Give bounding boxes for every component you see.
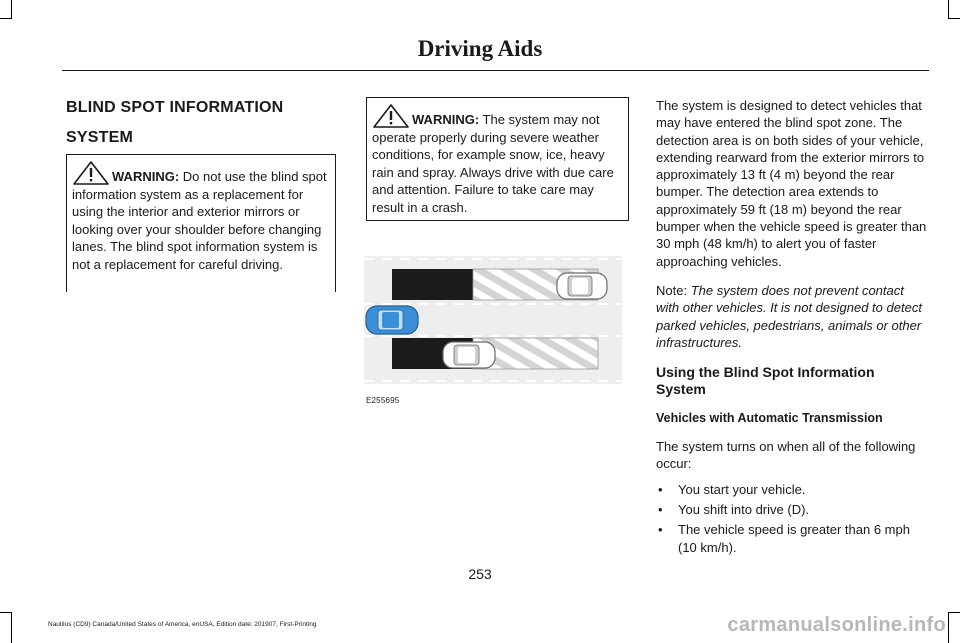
vehicle-lower-icon bbox=[443, 342, 495, 368]
crop-mark-tl-v bbox=[11, 0, 12, 18]
subheading: Using the Blind Spot Information System bbox=[656, 364, 875, 398]
section-heading-line2: SYSTEM bbox=[66, 129, 133, 146]
crop-mark-tr-v bbox=[948, 0, 949, 18]
note-text: The system does not prevent contact with other vehicles. It is not designed to detect parked vehicles, pedestrians, animals or other infrastructures. bbox=[656, 282, 922, 350]
crop-mark-br-h bbox=[948, 612, 960, 613]
warning-box-1 bbox=[66, 154, 336, 292]
page-number: 253 bbox=[468, 566, 492, 582]
near-zone-left bbox=[392, 269, 473, 300]
warning-text: The system may not operate properly during severe weather conditions, for example snow, ice, heavy rain and spray. Always drive with due care and attention. Failure to take care may result in a crash. bbox=[372, 112, 614, 215]
edition-footer: Nautilus (CD9) Canada/United States of America, enUSA, Edition date: 201907, First-Printing bbox=[48, 621, 317, 628]
intro-paragraph: The system is designed to detect vehicles that may have entered the blind spot zone. The detection area is on both sides of your vehicle, extending rearward from the exterior mirrors to approximately 13 ft (4 m) beyond the rear bumper. The detection area extends to approximately 59 ft (18 m) beyond the rear bumper when the vehicle speed is greater than 30 mph (48 km/h) to alert you of faster approaching vehicles. bbox=[656, 98, 927, 269]
warning-label: WARNING: bbox=[412, 112, 480, 127]
subheading-transmission: Vehicles with Automatic Transmission bbox=[656, 411, 883, 426]
note-paragraph bbox=[656, 282, 928, 351]
column-3 bbox=[656, 97, 928, 559]
crop-mark-tr-h bbox=[948, 18, 960, 19]
list-item: • You start your vehicle. bbox=[658, 481, 806, 497]
note-label: Note: bbox=[656, 282, 688, 298]
list-item: • You shift into drive (D). bbox=[658, 502, 810, 518]
list-item: • The vehicle speed is greater than 6 mph (10 km/h). bbox=[658, 522, 910, 555]
crop-mark-br-v bbox=[948, 612, 949, 643]
warning-box-2 bbox=[366, 97, 629, 221]
ego-vehicle-icon bbox=[366, 306, 418, 334]
illustration-code: E255695 bbox=[366, 396, 400, 405]
watermark: carmanualsonline.info bbox=[727, 614, 946, 636]
warning-triangle-icon bbox=[372, 104, 410, 128]
warning-text: Do not use the blind spot information system as a replacement for using the interior and exterior mirrors or looking over your shoulder before changing lanes. The blind spot information system is not a replacement for careful driving. bbox=[72, 169, 327, 272]
column-1 bbox=[66, 97, 336, 149]
blind-spot-zone-illustration bbox=[364, 256, 622, 384]
header-divider bbox=[62, 70, 929, 71]
conditions-list bbox=[656, 481, 928, 556]
section-heading-line1: BLIND SPOT INFORMATION bbox=[66, 99, 284, 116]
crop-mark-bl-v bbox=[11, 612, 12, 643]
warning-triangle-icon bbox=[72, 161, 110, 185]
crop-mark-bl-h bbox=[0, 612, 12, 613]
turns-on-paragraph: The system turns on when all of the following occur: bbox=[656, 439, 916, 472]
vehicle-upper-icon bbox=[557, 273, 607, 299]
crop-mark-tl-h bbox=[0, 18, 12, 19]
page-title: Driving Aids bbox=[417, 36, 543, 61]
warning-label: WARNING: bbox=[112, 169, 180, 184]
